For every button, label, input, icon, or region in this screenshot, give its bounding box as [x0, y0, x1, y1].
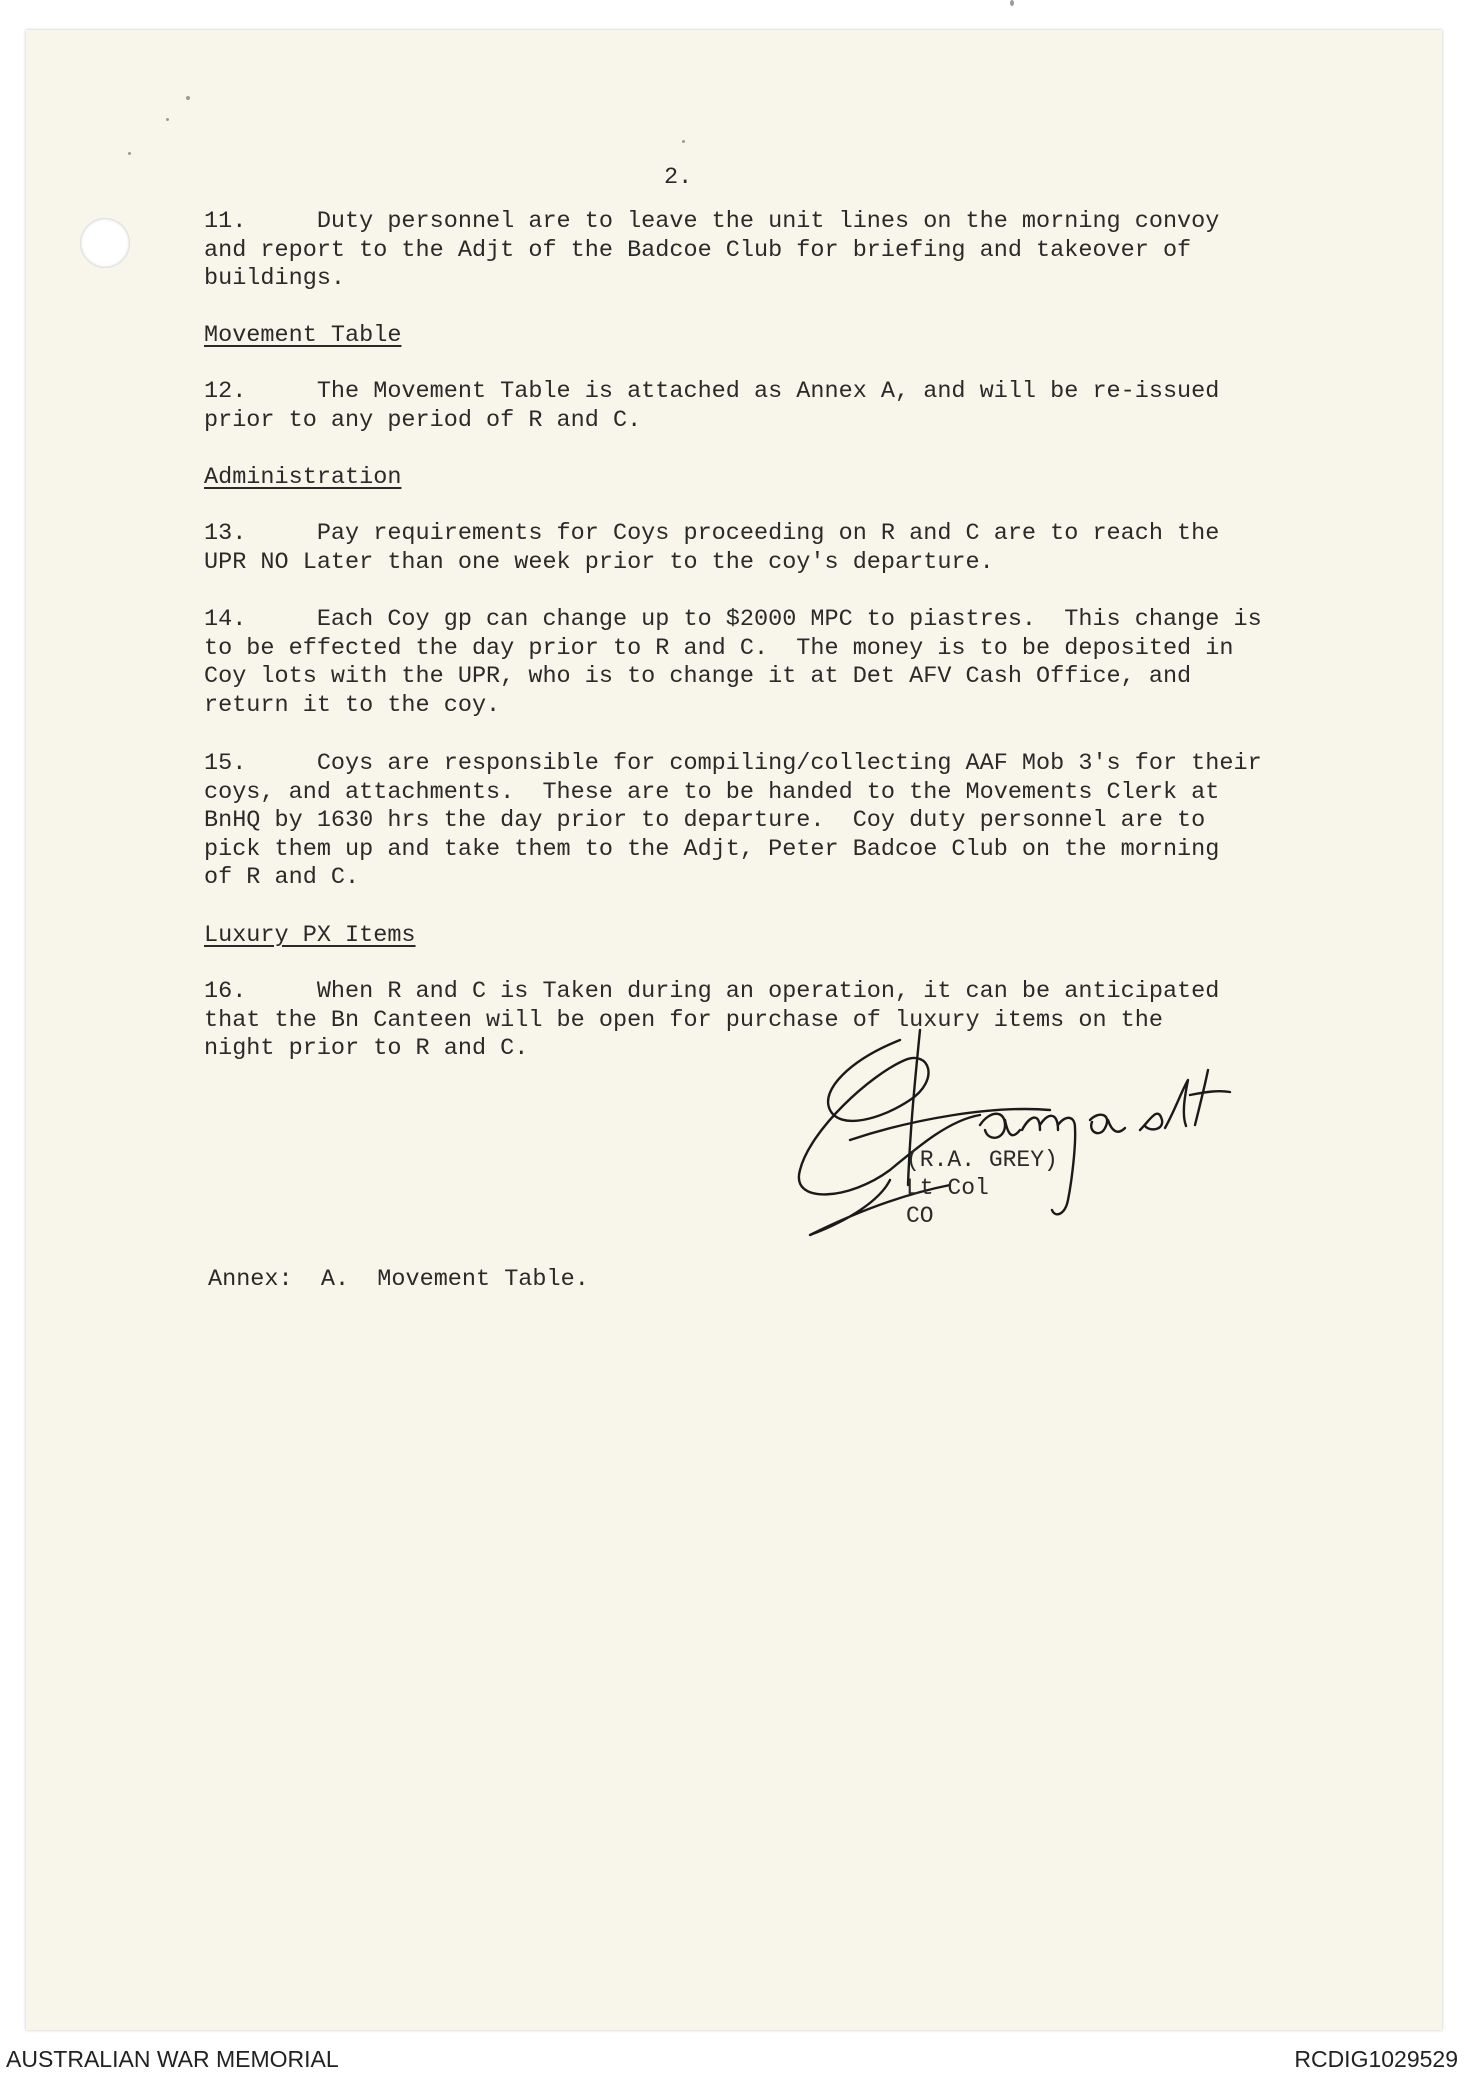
paragraph-line: and report to the Adjt of the Badcoe Club for briefing and takeover of	[204, 236, 1192, 264]
paragraph-line: pick them up and take them to the Adjt, Peter Badcoe Club on the morning	[204, 835, 1220, 863]
paragraph-line: 13. Pay requirements for Coys proceeding on R and C are to reach the	[204, 520, 1220, 547]
annex-title: Movement Table.	[377, 1266, 589, 1293]
heading-administration	[204, 464, 401, 493]
section-heading: Administration	[204, 464, 402, 491]
paragraph-14	[204, 606, 1262, 720]
paper-speck	[128, 152, 131, 155]
annex-line	[208, 1266, 589, 1293]
paragraph-12	[204, 378, 1219, 435]
page-number: 2.	[664, 164, 693, 191]
paragraph-11	[204, 208, 1219, 294]
heading-movement-table	[204, 322, 401, 351]
paragraph-line: of R and C.	[204, 864, 360, 891]
paragraph-line: Coy lots with the UPR, who is to change it at Det AFV Cash Office, and	[204, 663, 1192, 690]
paragraph-line: 15. Coys are responsible for compiling/collecting AAF Mob 3's for their	[204, 750, 1262, 777]
signatory-rank: Lt Col	[906, 1175, 989, 1201]
paragraph-13	[204, 520, 1219, 577]
paragraph-line: 12. The Movement Table is attached as Annex A, and will be re-issued	[204, 378, 1220, 405]
paragraph-line: UPR NO Later than one week prior to the coy's departure.	[204, 548, 994, 576]
paragraph-line: prior to any period of R and C.	[204, 406, 642, 434]
paragraph-line: 14. Each Coy gp can change up to $2000 MPC to piastres. This change is	[204, 606, 1262, 633]
paragraph-line: return it to the coy.	[204, 691, 501, 719]
signature-block	[906, 1146, 1058, 1230]
punch-hole	[80, 218, 130, 268]
paragraph-line: BnHQ by 1630 hrs the day prior to departure. Coy duty personnel are to	[204, 807, 1206, 834]
section-heading: Movement Table	[204, 322, 402, 349]
paragraph-line: to be effected the day prior to R and C. The money is to be deposited in	[204, 634, 1234, 662]
paragraph-line: coys, and attachments. These are to be handed to the Movements Clerk at	[204, 778, 1220, 806]
footer-record-id: RCDIG1029529	[1294, 2046, 1458, 2072]
annex-label: Annex:	[208, 1266, 293, 1293]
paragraph-15	[204, 750, 1262, 893]
section-heading: Luxury PX Items	[204, 922, 416, 949]
paragraph-line: night prior to R and C.	[204, 1035, 529, 1062]
signatory-appointment: CO	[906, 1203, 934, 1229]
paragraph-line: that the Bn Canteen will be open for purchase of luxury items on the	[204, 1006, 1163, 1034]
heading-luxury-px-items	[204, 922, 416, 951]
paragraph-line: 11. Duty personnel are to leave the unit lines on the morning convoy	[204, 208, 1220, 235]
signatory-name: (R.A. GREY)	[906, 1147, 1058, 1173]
annex-item: A.	[320, 1266, 350, 1293]
paper-speck	[186, 96, 190, 100]
paper-speck	[1010, 0, 1014, 6]
paper-speck	[166, 118, 169, 121]
paragraph-line: 16. When R and C is Taken during an operation, it can be anticipated	[204, 978, 1220, 1005]
paper-speck	[682, 140, 685, 143]
footer-institution: AUSTRALIAN WAR MEMORIAL	[6, 2046, 339, 2072]
paragraph-line: buildings.	[204, 265, 346, 292]
